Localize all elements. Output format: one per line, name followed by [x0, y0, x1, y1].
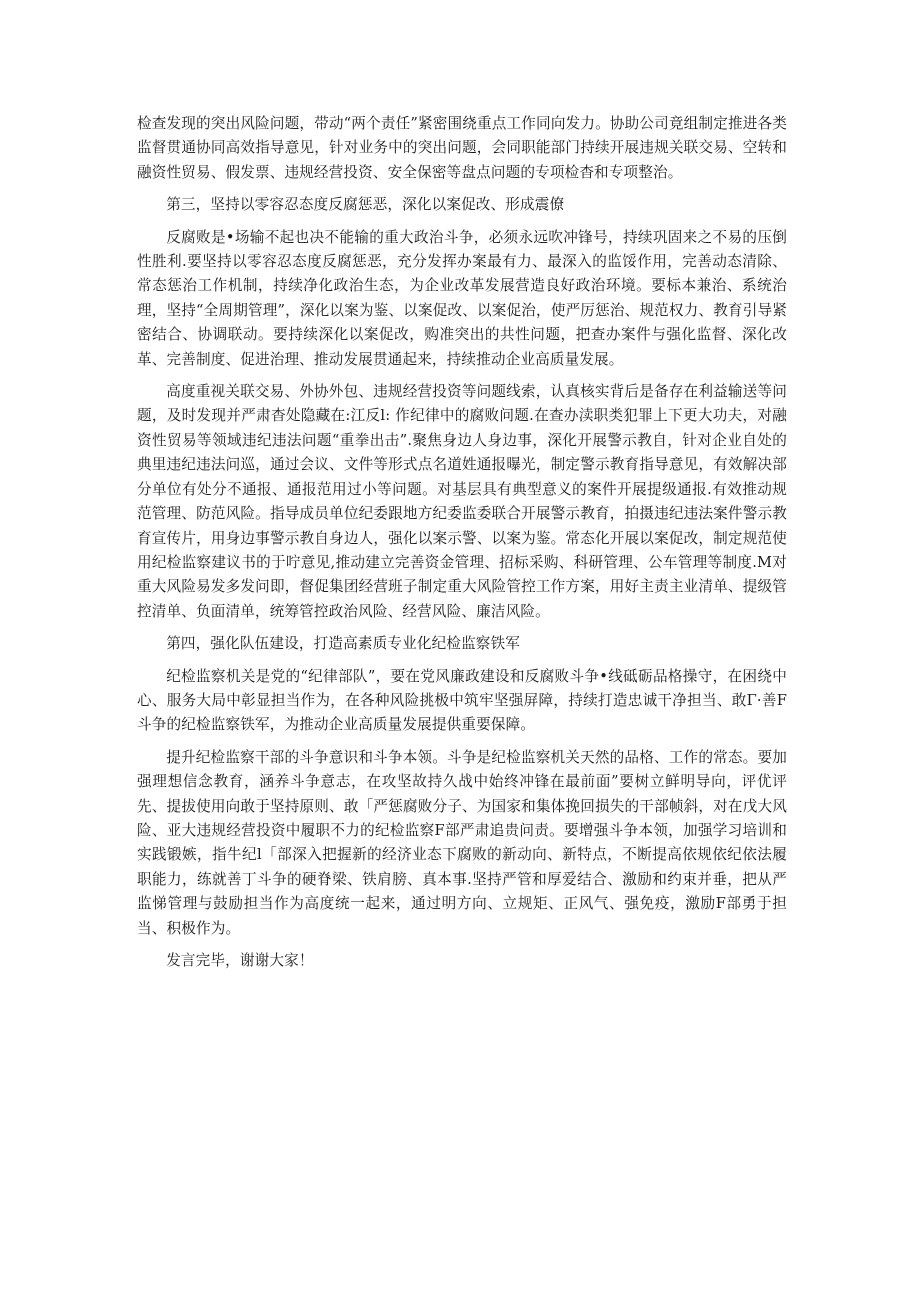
paragraph-struggle-ability: 提升纪检监察干部的斗争意识和斗争本领。斗争是纪检监察机关天然的品格、工作的常态。要加强理想信念教育，涵养斗争意志，在攻坚故持久战中始终冲锋在最前面”要树立鲜明导向，评优评先、提拔使用向敢于坚持原则、敢「严惩腐败分子、为国家和集体挽回损失的干部帧斜，对在戊大风险、亚大违规经营投资中履职不力的纪检监察F部严肃追贵问责。要增强斗争本领，加强学习培训和实践锻嫉，指牛纪l「部深入把握新的经济业态下腐败的新动向、新特点，不断提高依规依纪依法履职能力，练就善丁斗争的硬脊梁、铁肩膀、真本事.坚持严管和厚爱结合、激励和约束并垂，把从严监悌管理与鼓励担当作为高度统一起来，通过明方向、立规矩、正风气、强免疫，激励F部勇于担当、积极作为。	[137, 748, 787, 937]
section-heading-third: 第三，坚持以零容忍态度反腐惩恶，深化以案促改、形成震僚	[166, 196, 565, 214]
paragraph-case-handling: 高度重视关联交易、外协外包、违规经营投资等问题线索，认真核实背后是备存在利益输送等问题，及时发现并严肃杳处隐藏在:江反l: 作纪律中的腐败问题.在查办渎职类犯罪上下更大功夫，对融资性贸易等领域违纪违法问题“重拳出击”.聚焦身边人身边事，深化开展警示教自，针对企业自处的典里违纪违法问巡，通过会议、文件等形式点名道姓通报曝光，制定警示教育指导意见，有效解决部分单位有处分不通报、通报范用过小等问题。对基层具有典型意义的案件开展提级通报.有效推动规范管理、防范风险。指导成员单位纪委跟地方纪委监委联合开展警示教育，拍摄违纪违法案件警示教育宣传片，用身边事警示教自身边人，强化以案示警、以案为鉴。常态化开展以案促改，制定规范使用纪检监察建议书的于咛意见,推动建立完善资金管理、招标采购、科研管理、公车管理等制度.M对重大风险易发多发问即，督促集团经营班子制定重大风险管控工作方案，用好主责主业清单、提级管控清单、负面清单，统筹管控政治风险、经营风险、廉洁风险。	[137, 383, 787, 620]
closing-remark: 发言完毕，谢谢大家！	[166, 952, 314, 969]
paragraph-anti-corruption: 反腐败是•场输不起也决不能输的重大政治斗争，必须永远吹冲锋号，持续巩固来之不易的压倒性胜利.要坚持以零容忍态度反腐惩恶，充分发挥办案最有力、最深入的监馁作用，完善动态清除、常态惩治工作机制，持续净化政治生态，为企业改革发展营造良好政治环境。要标本兼治、系统治理，坚持“全周期管理”，深化以案为鉴、以案促改、以案促治，使严厉惩治、规范权力、教育引导紧密结合、协调联动。要持续深化以案促改，购准突出的共性问题，把查办案件与强化监督、深化改革、完善制度、促进治理、推动发展贯通起来，持续推动企业高质量发展。	[137, 228, 787, 368]
document-page	[137, 112, 787, 981]
paragraph-continuation: 检查发现的突出风险问题，带动“两个责任”紧密围绕重点工作同向发力。协助公司竟组制定推进各类监督贯通协同高效指导意见，针对业务中的突出问题，会同职能部门持续开展违规关联交易、空转和融资性贸易、假发票、违规经营投资、安全保密等盘点问题的专项检杳和专项整治。	[137, 115, 787, 181]
section-heading-fourth: 第四，强化队伍建设，打造高素质专业化纪检监察铁军	[166, 635, 521, 653]
paragraph-discipline-team: 纪检监察机关是党的“纪律部队”，要在党风廉政建设和反腐败斗争•线砥砺品格操守，在困绕中心、服务大局中彰显担当作为，在各种风险挑极中筑牢坚强屏障，持续打造忠诚干净担当、敢Γ·善F斗争的纪检监察铁军，为推动企业高质量发展提供重要保障。	[137, 667, 787, 734]
